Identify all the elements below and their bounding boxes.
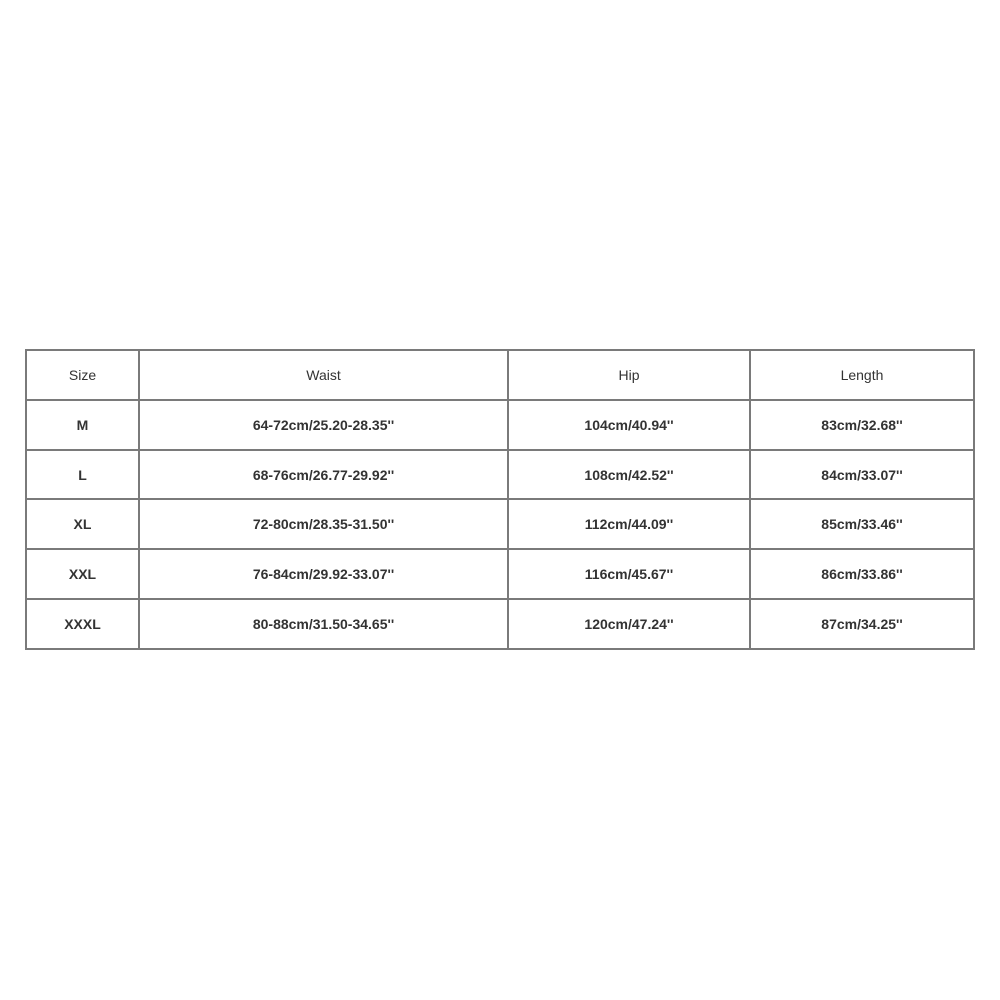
cell-size: M [26,400,139,450]
cell-length: 86cm/33.86'' [750,549,974,599]
cell-hip: 108cm/42.52'' [508,450,750,500]
cell-hip: 112cm/44.09'' [508,499,750,549]
cell-waist: 80-88cm/31.50-34.65'' [139,599,508,649]
cell-waist: 72-80cm/28.35-31.50'' [139,499,508,549]
cell-size: L [26,450,139,500]
cell-waist: 76-84cm/29.92-33.07'' [139,549,508,599]
cell-length: 84cm/33.07'' [750,450,974,500]
cell-length: 87cm/34.25'' [750,599,974,649]
header-waist: Waist [139,350,508,400]
table-header-row [26,350,974,400]
cell-size: XL [26,499,139,549]
table-row [26,400,974,450]
table-row [26,599,974,649]
table-row [26,549,974,599]
cell-waist: 64-72cm/25.20-28.35'' [139,400,508,450]
table-row [26,450,974,500]
header-hip: Hip [508,350,750,400]
size-chart-table [25,349,975,650]
cell-size: XXL [26,549,139,599]
cell-waist: 68-76cm/26.77-29.92'' [139,450,508,500]
cell-hip: 116cm/45.67'' [508,549,750,599]
cell-length: 85cm/33.46'' [750,499,974,549]
table-row [26,499,974,549]
header-length: Length [750,350,974,400]
header-size: Size [26,350,139,400]
cell-length: 83cm/32.68'' [750,400,974,450]
cell-hip: 120cm/47.24'' [508,599,750,649]
cell-hip: 104cm/40.94'' [508,400,750,450]
cell-size: XXXL [26,599,139,649]
